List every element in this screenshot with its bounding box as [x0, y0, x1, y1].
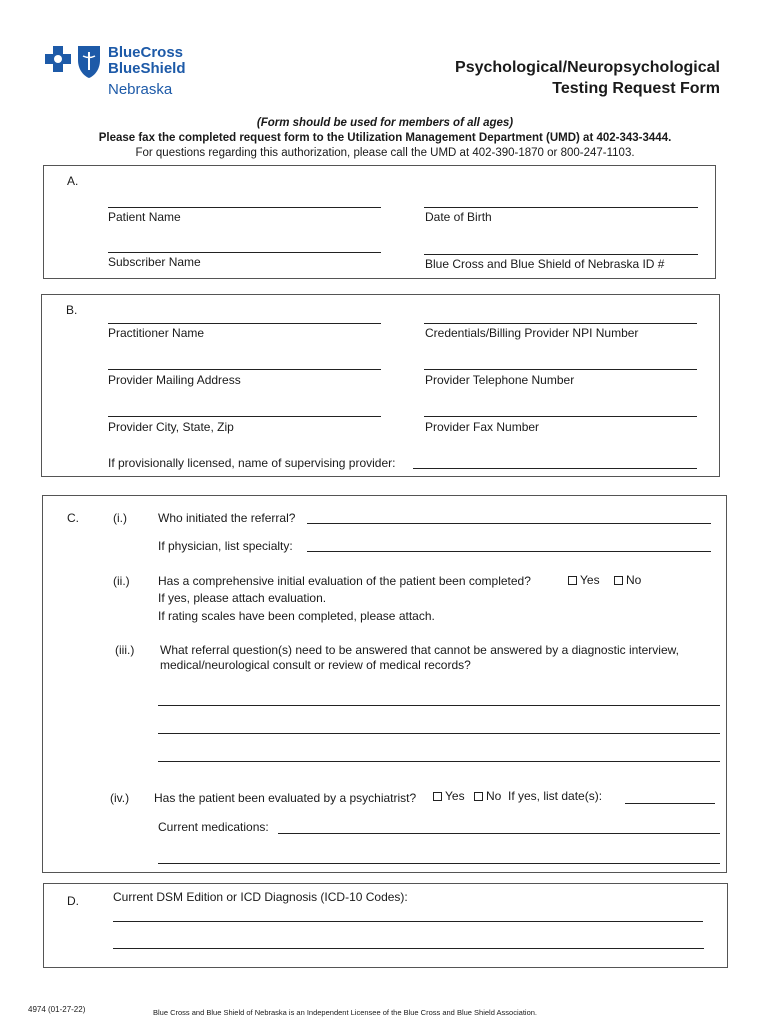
patient-name-field[interactable]	[108, 207, 381, 208]
checkbox-icon	[614, 576, 623, 585]
psychiatrist-no[interactable]	[474, 789, 501, 803]
city-state-zip-field[interactable]	[108, 416, 381, 417]
section-a-letter: A.	[67, 174, 79, 188]
no-label: No	[486, 789, 502, 803]
patient-name-label: Patient Name	[108, 210, 181, 224]
logo	[42, 42, 202, 102]
npi-field[interactable]	[424, 323, 697, 324]
npi-label: Credentials/Billing Provider NPI Number	[425, 326, 639, 340]
checkbox-icon	[568, 576, 577, 585]
diagnosis-field-2[interactable]	[113, 948, 704, 949]
fax-field[interactable]	[424, 416, 697, 417]
form-id: 4974 (01-27-22)	[28, 1005, 86, 1014]
referral-questions-field-2[interactable]	[158, 733, 720, 734]
referral-questions-field-1[interactable]	[158, 705, 720, 706]
dob-label: Date of Birth	[425, 210, 492, 224]
no-label: No	[626, 573, 642, 587]
referral-initiator-label: Who initiated the referral?	[158, 511, 296, 525]
section-b-letter: B.	[66, 303, 78, 317]
mailing-address-field[interactable]	[108, 369, 381, 370]
member-id-field[interactable]	[424, 254, 698, 255]
practitioner-name-label: Practitioner Name	[108, 326, 205, 340]
subscriber-name-field[interactable]	[108, 252, 381, 253]
referral-questions-label-1: What referral question(s) need to be answered that cannot be answered by a diagnostic interview,	[160, 643, 679, 657]
telephone-label: Provider Telephone Number	[425, 373, 575, 387]
psychiatrist-dates-label: If yes, list date(s):	[508, 789, 603, 803]
yes-label: Yes	[580, 573, 600, 587]
member-id-label: Blue Cross and Blue Shield of Nebraska ID #	[425, 257, 665, 271]
referral-initiator-field[interactable]	[307, 523, 711, 524]
brand-line1: BlueCross	[108, 44, 184, 61]
attach-evaluation-note: If yes, please attach evaluation.	[158, 591, 327, 605]
physician-specialty-label: If physician, list specialty:	[158, 539, 293, 553]
form-title-line1: Psychological/Neuropsychological	[455, 59, 720, 76]
intro	[0, 116, 770, 161]
item-iv-number: (iv.)	[110, 791, 130, 805]
form-title-line2: Testing Request Form	[552, 80, 720, 97]
dob-field[interactable]	[424, 207, 698, 208]
cross-shield-icon	[42, 42, 106, 82]
checkbox-icon	[433, 792, 442, 801]
checkbox-icon	[474, 792, 483, 801]
yes-label: Yes	[445, 789, 465, 803]
physician-specialty-field[interactable]	[307, 551, 711, 552]
form-title	[455, 57, 720, 99]
city-state-zip-label: Provider City, State, Zip	[108, 420, 234, 434]
item-i-number: (i.)	[113, 511, 127, 525]
supervising-field[interactable]	[413, 468, 697, 469]
referral-questions-label-2: medical/neurological consult or review of medical records?	[160, 658, 471, 672]
brand-line2: BlueShield	[108, 60, 186, 77]
current-medications-field-2[interactable]	[158, 863, 720, 864]
brand-line3: Nebraska	[108, 81, 173, 98]
section-c-letter: C.	[67, 511, 79, 525]
footer-disclaimer: Blue Cross and Blue Shield of Nebraska is an Independent Licensee of the Blue Cross and Blue Shield Association.	[153, 1008, 537, 1017]
item-ii-number: (ii.)	[113, 574, 130, 588]
fax-label: Provider Fax Number	[425, 420, 540, 434]
intro-line1: (Form should be used for members of all ages)	[256, 117, 514, 129]
mailing-address-label: Provider Mailing Address	[108, 373, 241, 387]
intro-line2: Please fax the completed request form to the Utilization Management Department (UMD) at 402-343-3444.	[98, 132, 672, 144]
psychiatrist-dates-field[interactable]	[625, 803, 715, 804]
initial-evaluation-label: Has a comprehensive initial evaluation of the patient been completed?	[158, 574, 531, 588]
current-medications-label: Current medications:	[158, 820, 269, 834]
current-medications-field-1[interactable]	[278, 833, 720, 834]
initial-evaluation-yes[interactable]	[568, 573, 600, 587]
subscriber-name-label: Subscriber Name	[108, 255, 201, 269]
intro-line3: For questions regarding this authorization, please call the UMD at 402-390-1870 or 800-247-1103.	[135, 147, 635, 159]
practitioner-name-field[interactable]	[108, 323, 381, 324]
initial-evaluation-no[interactable]	[614, 573, 641, 587]
diagnosis-field-1[interactable]	[113, 921, 703, 922]
telephone-field[interactable]	[424, 369, 697, 370]
referral-questions-field-3[interactable]	[158, 761, 720, 762]
psychiatrist-label: Has the patient been evaluated by a psychiatrist?	[154, 791, 417, 805]
section-d-letter: D.	[67, 894, 79, 908]
diagnosis-label: Current DSM Edition or ICD Diagnosis (ICD-10 Codes):	[113, 890, 408, 904]
rating-scales-note: If rating scales have been completed, please attach.	[158, 609, 435, 623]
item-iii-number: (iii.)	[115, 643, 135, 657]
supervising-label: If provisionally licensed, name of supervising provider:	[108, 456, 396, 470]
psychiatrist-yes[interactable]	[433, 789, 465, 803]
